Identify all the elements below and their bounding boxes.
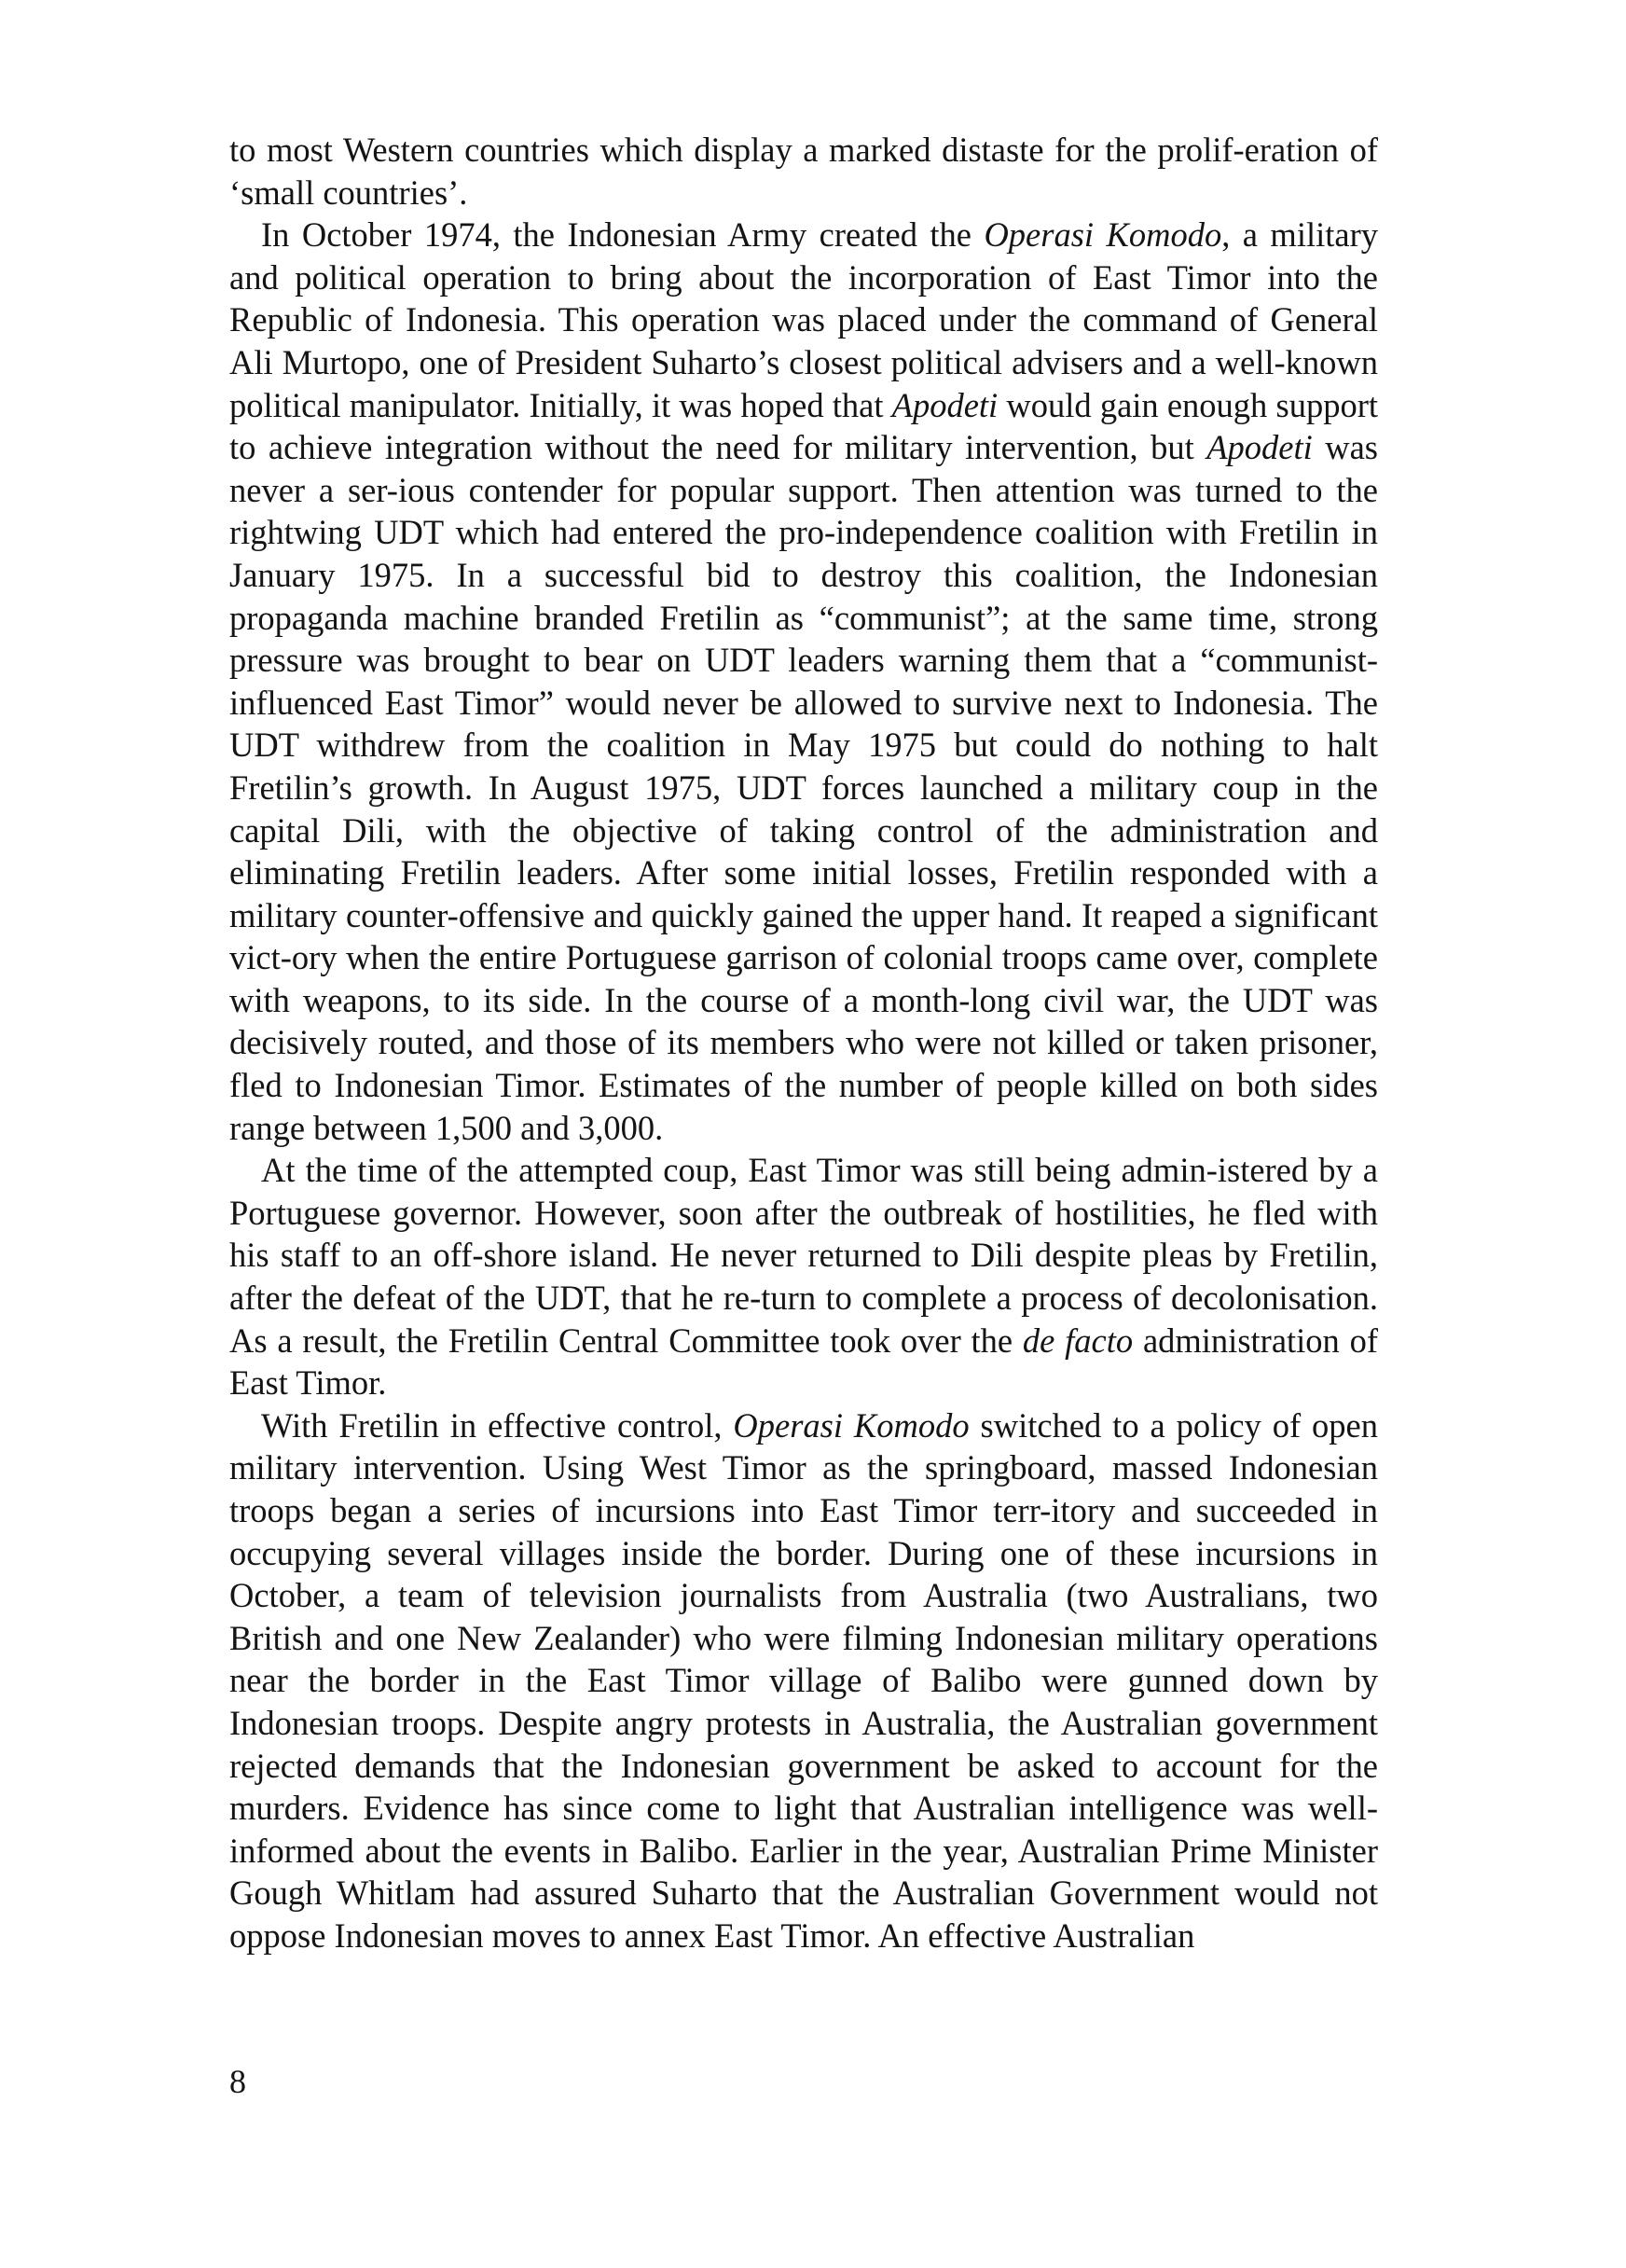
text-run: was never a ser-ious contender for popular support. Then attention was turned to the rightwing UDT which had entered the pro-independence coalition with Fretilin in January 1975. In a successful bid to destroy this coalition, the Indonesian propaganda machine branded Fretilin as “communist”; at the same time, strong pressure was brought to bear on UDT leaders warning them that a “communist-influenced East Timor” would never be allowed to survive next to Indonesia. The UDT withdrew from the coalition in May 1975 but could do nothing to halt Fretilin’s growth. In August 1975, UDT forces launched a military coup in the capital Dili, with the objective of taking control of the administration and eliminating Fretilin leaders. After some initial losses, Fretilin responded with a military counter-offensive and quickly gained the upper hand. It reaped a significant vict-ory when the entire Portuguese garrison of colonial troops came over, complete with weapons, to its side. In the course of a month-long civil war, the UDT was decisively routed, and those of its members who were not killed or taken prisoner, fled to Indonesian Timor. Estimates of the number of people killed on both sides range between 1,500 and 3,000. <box>229 428 1378 1147</box>
text-run: At the time of the attempted coup, East Timor was still being admin-istered by a Portuguese governor. However, soon after the outbreak of hostilities, he fled with his staff to an off-shore island. He never returned to Dili despite pleas by Fretilin, after the defeat of the UDT, that he re-turn to complete a process of decolonisation. As a result, the Fretilin Central Committee took over the <box>229 1151 1378 1360</box>
italic-text: de facto <box>1022 1321 1134 1360</box>
italic-text: Operasi Komodo <box>984 215 1222 255</box>
italic-text: Operasi Komodo <box>733 1405 970 1445</box>
text-run: With Fretilin in effective control, <box>261 1405 734 1445</box>
paragraph <box>229 129 1378 214</box>
text-run: switched to a policy of open military intervention. Using West Timor as the springboard, massed Indonesian troops began a series of incursions into East Timor terr-itory and succeeded in occupying several villages inside the border. During one of these incursions in October, a team of television journalists from Australia (two Australians, two British and one New Zealander) who were filming Indonesian military operations near the border in the East Timor village of Balibo were gunned down by Indonesian troops. Despite angry protests in Australia, the Australian government rejected demands that the Indonesian government be asked to account for the murders. Evidence has since come to light that Australian intelligence was well-informed about the events in Balibo. Earlier in the year, Australian Prime Minister Gough Whitlam had assured Suharto that the Australian Government would not oppose Indonesian moves to annex East Timor. An effective Australian <box>229 1405 1378 1955</box>
page-body <box>229 129 1378 1957</box>
italic-text: Apodeti <box>891 385 999 424</box>
paragraph <box>229 214 1378 1149</box>
text-run: , a military and political operation to bring about the incorporation of East Timor into the Republic of Indonesia. This operation was placed under the command of General Ali Murtopo, one of President Suharto’s closest political advisers and a well-known political manipulator. Initially, it was hoped that <box>229 215 1378 424</box>
text-run: In October 1974, the Indonesian Army created the <box>261 215 985 255</box>
text-run: administration of East Timor. <box>229 1321 1378 1403</box>
paragraph <box>229 1404 1378 1957</box>
paragraph <box>229 1149 1378 1404</box>
text-run: to most Western countries which display a marked distaste for the prolif-eration of ‘small countries’. <box>229 131 1378 212</box>
italic-text: Apodeti <box>1206 428 1313 467</box>
text-run: would gain enough support to achieve integration without the need for military intervention, but <box>229 385 1378 467</box>
page-number: 8 <box>229 2063 246 2100</box>
